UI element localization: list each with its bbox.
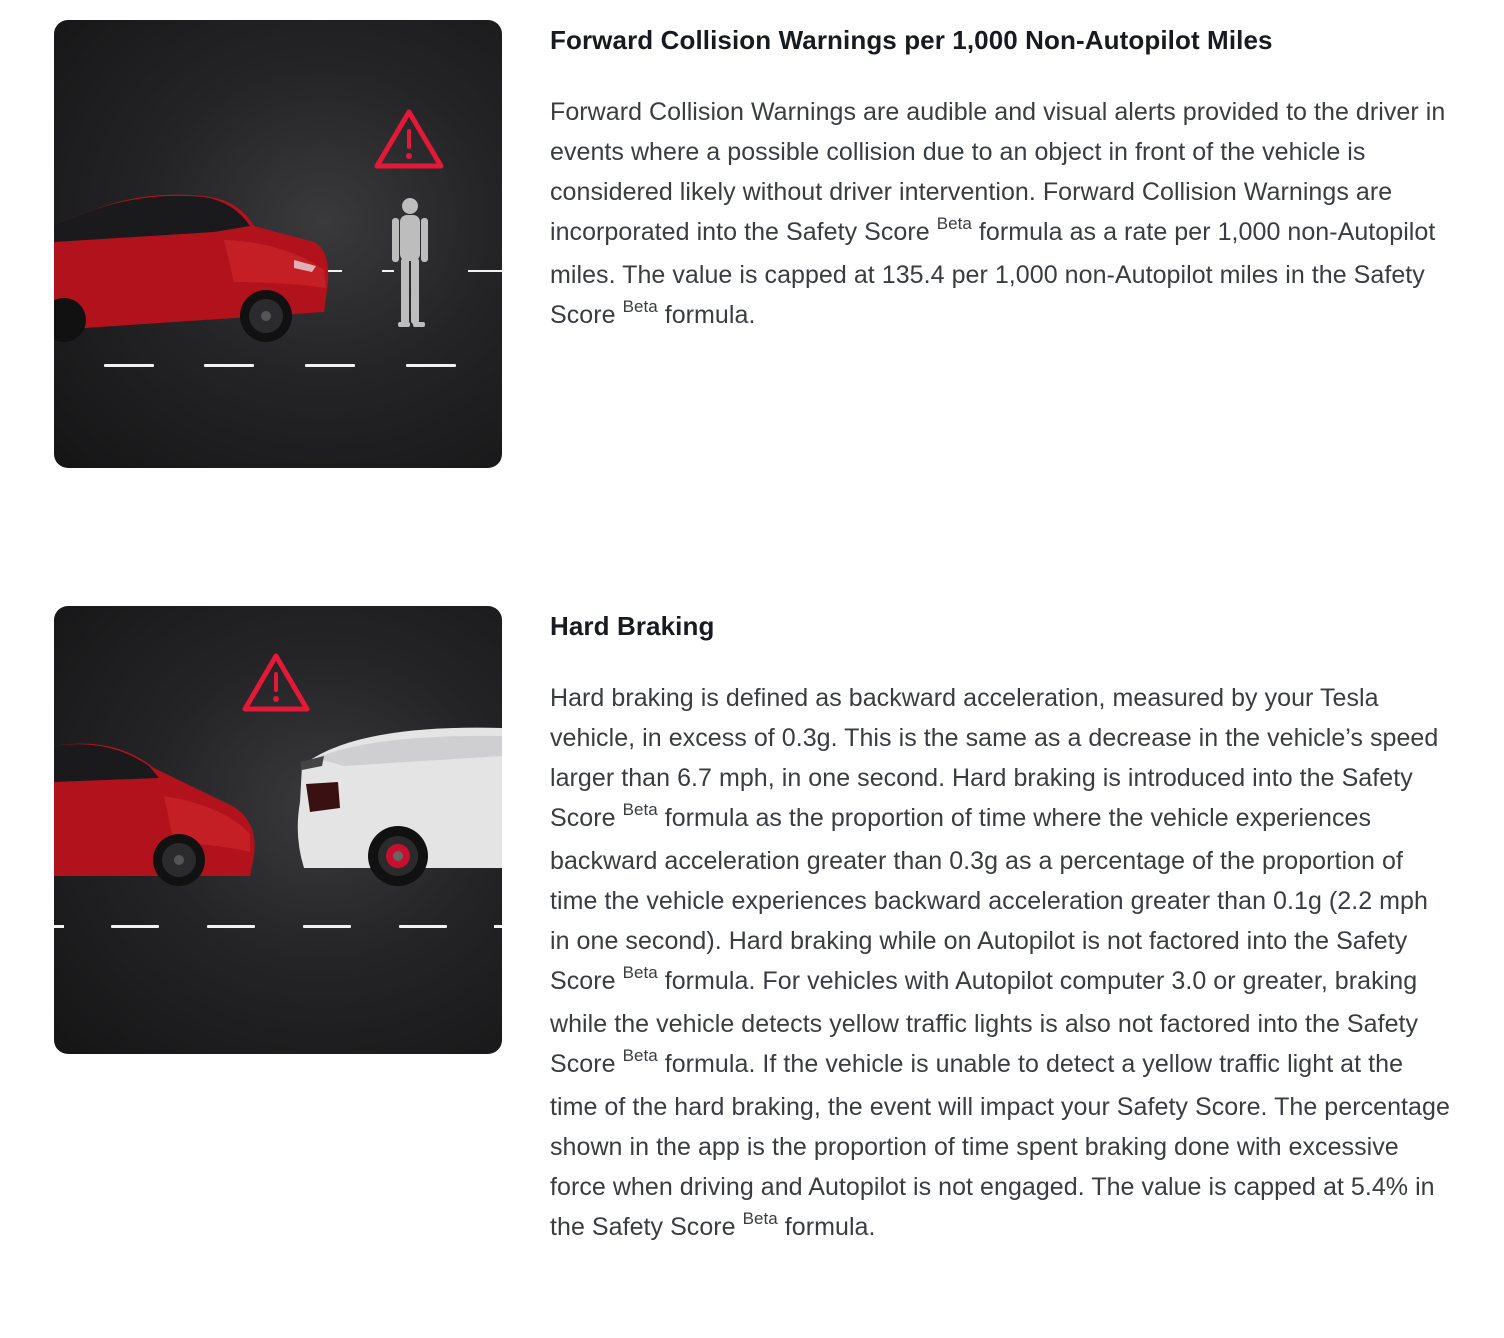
warning-icon <box>245 656 307 709</box>
section-title: Hard Braking <box>550 611 715 641</box>
section-body: Forward Collision Warnings are audible and visual alerts provided to the driver in events where a possible collision due to an object in front of the vehicle is considered likely without driver intervention. Forward Collision Warnings are incorporated into the Safety Score $^{Beta}$ formula as a rate per 1,000 non-Autopilot miles. The value is capped at 135.4 per 1,000 non-Autopilot miles in the Safety Score $^{Beta}$ formula. <box>550 98 1446 329</box>
beta-superscript: Beta <box>936 214 972 233</box>
red-car-icon <box>54 195 328 342</box>
red-car-icon <box>54 744 255 886</box>
hard-braking-illustration <box>54 606 502 1054</box>
section-body: Hard braking is defined as backward acceleration, measured by your Tesla vehicle, in excess of 0.3g. This is the same as a decrease in the vehicle’s speed larger than 6.7 mph, in one second. Hard braking is introduced into the Safety Score $^{Beta}$ formula as the proportion of time where the vehicle experiences backward acceleration greater than 0.3g as a percentage of the proportion of time the vehicle experiences backward acceleration greater than 0.1g (2.2 mph in one second). Hard braking while on Autopilot is not factored into the Safety Score $^{Beta}$ formula. For vehicles with Autopilot computer 3.0 or greater, braking while the vehicle detects yellow traffic lights is also not factored into the Safety Score $^{Beta}$ formula. If the vehicle is unable to detect a yellow traffic light at the time of the hard braking, the event will impact your Safety Score. The percentage shown in the app is the proportion of time spent braking done with excessive force when driving and Autopilot is not engaged. The value is capped at 5.4% in the Safety Score $^{Beta}$ formula. <box>550 684 1450 1241</box>
section-title: Forward Collision Warnings per 1,000 Non-Autopilot Miles <box>550 25 1273 55</box>
beta-superscript: Beta <box>622 800 658 819</box>
forward-collision-illustration <box>54 20 502 468</box>
white-suv-icon <box>298 728 502 886</box>
warning-icon <box>377 112 441 166</box>
beta-superscript: Beta <box>742 1209 778 1228</box>
beta-superscript: Beta <box>622 1046 658 1065</box>
beta-superscript: Beta <box>622 963 658 982</box>
beta-superscript: Beta <box>622 297 658 316</box>
pedestrian-icon <box>392 198 428 327</box>
